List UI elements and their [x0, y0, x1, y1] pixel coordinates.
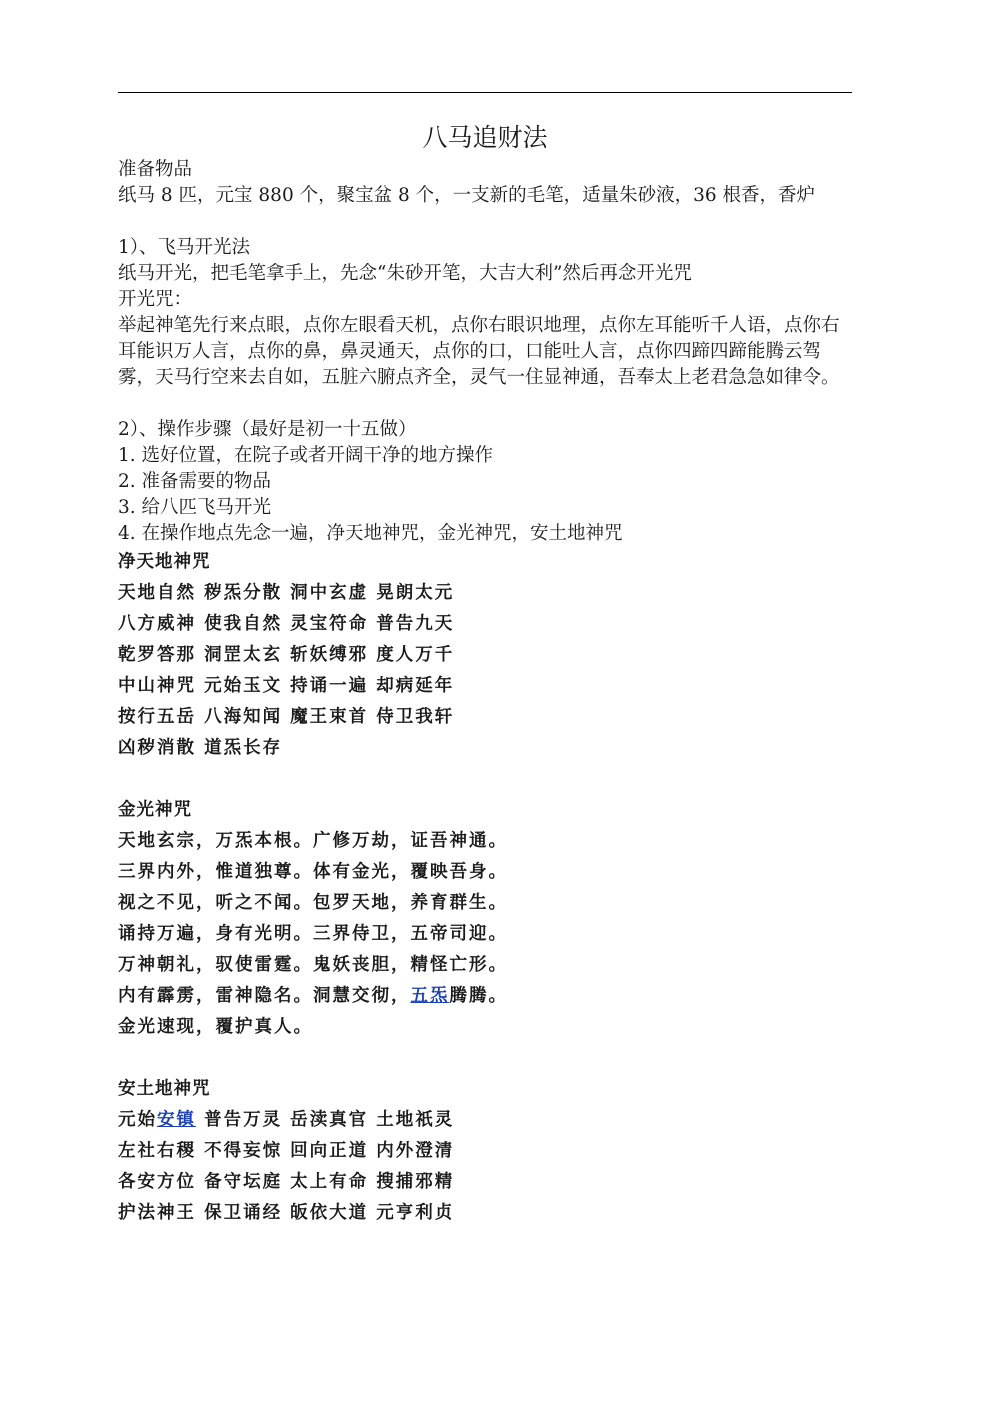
mantra-line: 中山神咒 元始玉文 持诵一遍 却病延年	[118, 676, 455, 696]
header-rule	[118, 92, 852, 93]
prep-heading: 准备物品	[118, 159, 193, 180]
mantra-text: 普告万灵 岳渎真官 土地祇灵	[196, 1110, 455, 1130]
wuqi-link[interactable]: 五炁	[410, 986, 450, 1006]
jing-tiandi-title: 净天地神咒	[118, 552, 211, 572]
mantra-line: 天地玄宗，万炁本根。广修万劫，证吾神通。	[118, 831, 508, 851]
mantra-line: 乾罗答那 洞罡太玄 斩妖缚邪 度人万千	[118, 645, 455, 665]
document-body	[118, 157, 858, 1229]
an-tudi-title: 安土地神咒	[118, 1079, 211, 1099]
mantra-line: 各安方位 备守坛庭 太上有命 搜捕邪精	[118, 1172, 455, 1192]
mantra-line: 视之不见，听之不闻。包罗天地，养育群生。	[118, 893, 508, 913]
step-item: 3. 给八匹飞马开光	[118, 497, 272, 518]
step-item: 1. 选好位置，在院子或者开阔干净的地方操作	[118, 445, 494, 466]
section1-heading: 1）、飞马开光法	[118, 237, 251, 258]
page-title: 八马追财法	[422, 123, 548, 152]
mantra-line	[118, 1105, 858, 1136]
mantra-text: 腾腾。	[449, 986, 508, 1006]
mantra-line: 金光速现，覆护真人。	[118, 1017, 313, 1037]
mantra-text: 元始	[118, 1110, 157, 1130]
mantra-line: 凶秽消散 道炁长存	[118, 738, 283, 758]
mantra-line: 万神朝礼，驭使雷霆。鬼妖丧胆，精怪亡形。	[118, 955, 508, 975]
mantra-line: 天地自然 秽炁分散 洞中玄虚 晃朗太元	[118, 583, 455, 603]
prep-items: 纸马 8 匹，元宝 880 个，聚宝盆 8 个，一支新的毛笔，适量朱砂液，36 根香，香炉	[118, 185, 816, 206]
anzhen-link[interactable]: 安镇	[157, 1110, 196, 1130]
mantra-line: 按行五岳 八海知闻 魔王束首 侍卫我轩	[118, 707, 455, 727]
mantra-text: 内有霹雳，雷神隐名。洞慧交彻，	[118, 986, 411, 1006]
section2-heading: 2）、操作步骤（最好是初一十五做）	[118, 419, 417, 440]
spacer	[118, 209, 858, 235]
mantra-line: 三界内外，惟道独尊。体有金光，覆映吾身。	[118, 862, 508, 882]
mantra-line: 护法神王 保卫诵经 皈依大道 元亨利贞	[118, 1203, 455, 1223]
jin-guang-title: 金光神咒	[118, 800, 192, 820]
step-item: 4. 在操作地点先念一遍，净天地神咒，金光神咒，安土地神咒	[118, 523, 623, 544]
mantra-line: 诵持万遍，身有光明。三界侍卫，五帝司迎。	[118, 924, 508, 944]
kaiguang-mantra-text: 举起神笔先行来点眼，点你左眼看天机，点你右眼识地理，点你左耳能听千人语，点你右耳能识万人言，点你的鼻，鼻灵通天，点你的口，口能吐人言，点你四蹄四蹄能腾云驾雾，天马行空来去自如，五脏六腑点齐全，灵气一住显神通，吾奉太上老君急急如律令。	[118, 315, 840, 388]
mantra-label: 开光咒：	[118, 289, 193, 310]
spacer	[118, 391, 858, 417]
step-item: 2. 准备需要的物品	[118, 471, 272, 492]
section1-intro: 纸马开光，把毛笔拿手上，先念“朱砂开笔，大吉大利”然后再念开光咒	[118, 263, 692, 284]
spacer	[118, 764, 858, 795]
mantra-line: 左社右稷 不得妄惊 回向正道 内外澄清	[118, 1141, 455, 1161]
mantra-line: 八方威神 使我自然 灵宝符命 普告九天	[118, 614, 455, 634]
spacer	[118, 1043, 858, 1074]
mantra-line	[118, 981, 858, 1012]
